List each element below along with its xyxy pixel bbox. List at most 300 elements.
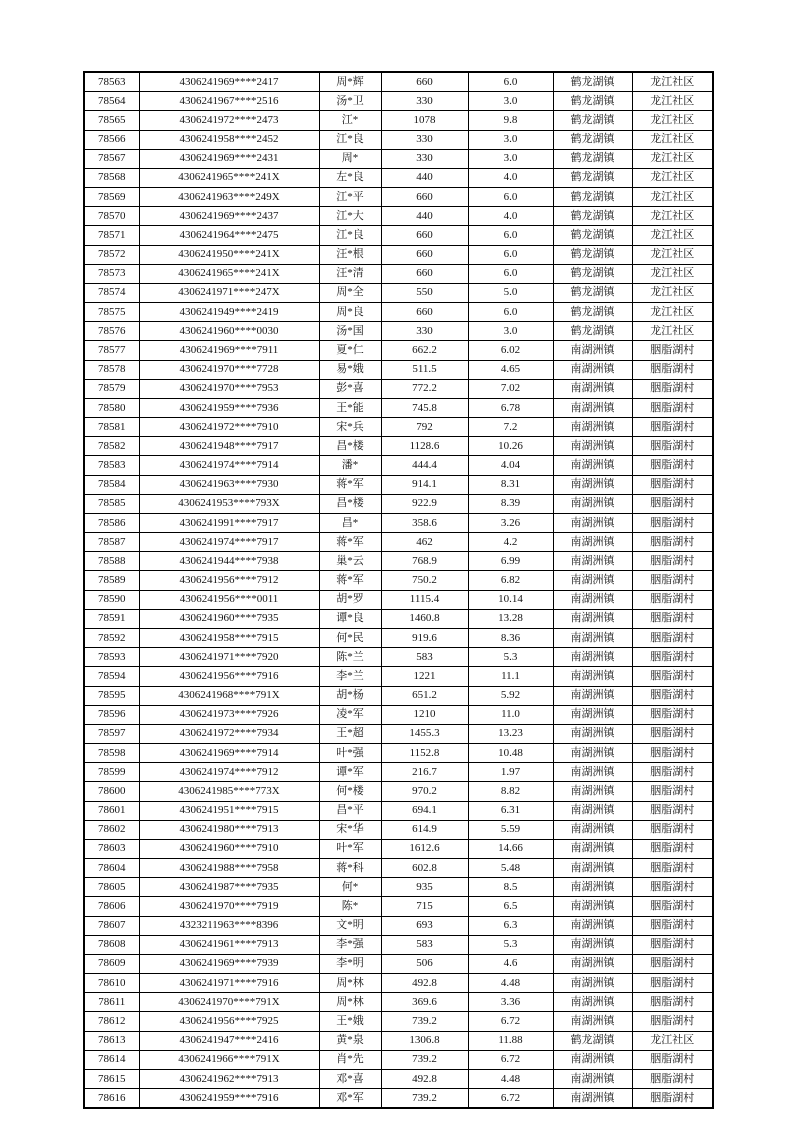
table-row: [84, 571, 713, 590]
cell-serial: 78563: [84, 72, 139, 92]
cell-area_mu: 7.2: [468, 418, 553, 437]
cell-village: 龙江社区: [632, 168, 713, 187]
cell-village: 胭脂湖村: [632, 533, 713, 552]
cell-town: 南湖洲镇: [553, 1050, 632, 1069]
cell-village: 胭脂湖村: [632, 897, 713, 916]
table-row: [84, 72, 713, 92]
table-row: [84, 226, 713, 245]
cell-area_mu: 4.0: [468, 168, 553, 187]
cell-amount: 660: [381, 245, 468, 264]
cell-town: 南湖洲镇: [553, 1012, 632, 1031]
cell-village: 胭脂湖村: [632, 418, 713, 437]
cell-serial: 78581: [84, 418, 139, 437]
cell-village: 胭脂湖村: [632, 609, 713, 628]
cell-town: 鹤龙湖镇: [553, 72, 632, 92]
cell-village: 胭脂湖村: [632, 628, 713, 647]
cell-name: 江*良: [319, 226, 381, 245]
cell-village: 胭脂湖村: [632, 686, 713, 705]
cell-id_number: 4306241972****7910: [139, 418, 319, 437]
table-row: [84, 264, 713, 283]
cell-area_mu: 3.0: [468, 92, 553, 111]
cell-serial: 78565: [84, 111, 139, 130]
cell-serial: 78602: [84, 820, 139, 839]
cell-village: 胭脂湖村: [632, 1069, 713, 1088]
cell-serial: 78580: [84, 398, 139, 417]
cell-serial: 78616: [84, 1089, 139, 1109]
cell-amount: 358.6: [381, 513, 468, 532]
cell-town: 南湖洲镇: [553, 379, 632, 398]
cell-serial: 78575: [84, 303, 139, 322]
cell-town: 南湖洲镇: [553, 1069, 632, 1088]
cell-amount: 660: [381, 264, 468, 283]
cell-serial: 78612: [84, 1012, 139, 1031]
cell-amount: 1078: [381, 111, 468, 130]
cell-id_number: 4306241969****2431: [139, 149, 319, 168]
table-row: [84, 954, 713, 973]
cell-village: 胭脂湖村: [632, 993, 713, 1012]
cell-amount: 1152.8: [381, 744, 468, 763]
cell-serial: 78567: [84, 149, 139, 168]
cell-area_mu: 3.0: [468, 130, 553, 149]
cell-serial: 78585: [84, 494, 139, 513]
cell-amount: 739.2: [381, 1089, 468, 1109]
cell-area_mu: 5.0: [468, 283, 553, 302]
cell-name: 昌*楼: [319, 437, 381, 456]
cell-amount: 1455.3: [381, 724, 468, 743]
table-row: [84, 609, 713, 628]
cell-village: 龙江社区: [632, 149, 713, 168]
table-row: [84, 130, 713, 149]
cell-town: 南湖洲镇: [553, 993, 632, 1012]
cell-town: 鹤龙湖镇: [553, 111, 632, 130]
cell-id_number: 4306241971****7920: [139, 648, 319, 667]
cell-serial: 78572: [84, 245, 139, 264]
cell-town: 鹤龙湖镇: [553, 226, 632, 245]
cell-town: 南湖洲镇: [553, 628, 632, 647]
table-row: [84, 303, 713, 322]
cell-village: 龙江社区: [632, 264, 713, 283]
cell-village: 龙江社区: [632, 207, 713, 226]
cell-area_mu: 6.72: [468, 1050, 553, 1069]
table-row: [84, 149, 713, 168]
cell-serial: 78582: [84, 437, 139, 456]
cell-area_mu: 4.0: [468, 207, 553, 226]
cell-name: 周*林: [319, 993, 381, 1012]
cell-id_number: 4306241956****0011: [139, 590, 319, 609]
cell-id_number: 4306241949****2419: [139, 303, 319, 322]
cell-name: 潘*: [319, 456, 381, 475]
cell-serial: 78613: [84, 1031, 139, 1050]
cell-village: 胭脂湖村: [632, 379, 713, 398]
cell-village: 胭脂湖村: [632, 935, 713, 954]
cell-name: 周*: [319, 149, 381, 168]
cell-town: 南湖洲镇: [553, 648, 632, 667]
cell-name: 汤*卫: [319, 92, 381, 111]
cell-area_mu: 4.48: [468, 974, 553, 993]
table-row: [84, 92, 713, 111]
cell-name: 何*楼: [319, 782, 381, 801]
table-row: [84, 245, 713, 264]
cell-town: 鹤龙湖镇: [553, 1031, 632, 1050]
cell-town: 鹤龙湖镇: [553, 283, 632, 302]
cell-serial: 78598: [84, 744, 139, 763]
cell-amount: 614.9: [381, 820, 468, 839]
cell-serial: 78579: [84, 379, 139, 398]
cell-town: 南湖洲镇: [553, 456, 632, 475]
cell-town: 南湖洲镇: [553, 571, 632, 590]
table-row: [84, 168, 713, 187]
cell-area_mu: 6.3: [468, 916, 553, 935]
cell-amount: 694.1: [381, 801, 468, 820]
cell-id_number: 4306241966****791X: [139, 1050, 319, 1069]
cell-village: 胭脂湖村: [632, 839, 713, 858]
table-row: [84, 705, 713, 724]
cell-town: 南湖洲镇: [553, 1089, 632, 1109]
cell-amount: 444.4: [381, 456, 468, 475]
cell-village: 胭脂湖村: [632, 782, 713, 801]
cell-amount: 693: [381, 916, 468, 935]
cell-town: 南湖洲镇: [553, 667, 632, 686]
cell-amount: 1210: [381, 705, 468, 724]
table-row: [84, 322, 713, 341]
cell-amount: 772.2: [381, 379, 468, 398]
cell-village: 龙江社区: [632, 283, 713, 302]
table-row: [84, 341, 713, 360]
cell-village: 胭脂湖村: [632, 1089, 713, 1109]
cell-id_number: 4306241962****7913: [139, 1069, 319, 1088]
cell-village: 胭脂湖村: [632, 974, 713, 993]
cell-town: 南湖洲镇: [553, 744, 632, 763]
cell-serial: 78586: [84, 513, 139, 532]
cell-amount: 662.2: [381, 341, 468, 360]
cell-area_mu: 8.31: [468, 475, 553, 494]
cell-village: 龙江社区: [632, 111, 713, 130]
cell-village: 胭脂湖村: [632, 820, 713, 839]
cell-id_number: 4306241987****7935: [139, 878, 319, 897]
cell-town: 南湖洲镇: [553, 935, 632, 954]
cell-village: 龙江社区: [632, 72, 713, 92]
cell-village: 龙江社区: [632, 1031, 713, 1050]
cell-name: 陈*兰: [319, 648, 381, 667]
cell-amount: 511.5: [381, 360, 468, 379]
cell-serial: 78594: [84, 667, 139, 686]
cell-amount: 970.2: [381, 782, 468, 801]
cell-amount: 440: [381, 168, 468, 187]
cell-serial: 78609: [84, 954, 139, 973]
cell-amount: 506: [381, 954, 468, 973]
cell-name: 周*全: [319, 283, 381, 302]
cell-name: 李*兰: [319, 667, 381, 686]
cell-amount: 492.8: [381, 974, 468, 993]
table-row: [84, 398, 713, 417]
cell-town: 南湖洲镇: [553, 801, 632, 820]
cell-id_number: 4306241988****7958: [139, 859, 319, 878]
cell-id_number: 4306241985****773X: [139, 782, 319, 801]
cell-name: 王*娥: [319, 1012, 381, 1031]
cell-name: 汪*清: [319, 264, 381, 283]
cell-id_number: 4306241970****7728: [139, 360, 319, 379]
cell-amount: 330: [381, 322, 468, 341]
cell-town: 南湖洲镇: [553, 954, 632, 973]
cell-name: 谭*军: [319, 763, 381, 782]
cell-amount: 216.7: [381, 763, 468, 782]
cell-name: 易*娥: [319, 360, 381, 379]
cell-village: 胭脂湖村: [632, 859, 713, 878]
cell-id_number: 4306241948****7917: [139, 437, 319, 456]
cell-amount: 660: [381, 72, 468, 92]
cell-area_mu: 11.0: [468, 705, 553, 724]
cell-name: 江*良: [319, 130, 381, 149]
cell-name: 周*良: [319, 303, 381, 322]
table-row: [84, 744, 713, 763]
cell-area_mu: 5.59: [468, 820, 553, 839]
cell-town: 南湖洲镇: [553, 878, 632, 897]
cell-town: 南湖洲镇: [553, 513, 632, 532]
cell-area_mu: 9.8: [468, 111, 553, 130]
cell-id_number: 4306241956****7925: [139, 1012, 319, 1031]
cell-village: 胭脂湖村: [632, 1012, 713, 1031]
cell-town: 南湖洲镇: [553, 609, 632, 628]
cell-id_number: 4306241967****2516: [139, 92, 319, 111]
table-row: [84, 859, 713, 878]
cell-town: 南湖洲镇: [553, 590, 632, 609]
table-row: [84, 839, 713, 858]
cell-amount: 768.9: [381, 552, 468, 571]
cell-village: 胭脂湖村: [632, 954, 713, 973]
cell-serial: 78597: [84, 724, 139, 743]
table-row: [84, 1069, 713, 1088]
cell-town: 南湖洲镇: [553, 897, 632, 916]
cell-id_number: 4306241947****2416: [139, 1031, 319, 1050]
cell-id_number: 4323211963****8396: [139, 916, 319, 935]
cell-amount: 1128.6: [381, 437, 468, 456]
cell-id_number: 4306241980****7913: [139, 820, 319, 839]
cell-village: 胭脂湖村: [632, 552, 713, 571]
cell-id_number: 4306241963****249X: [139, 188, 319, 207]
cell-id_number: 4306241963****7930: [139, 475, 319, 494]
table-row: [84, 916, 713, 935]
cell-area_mu: 3.26: [468, 513, 553, 532]
cell-id_number: 4306241969****2417: [139, 72, 319, 92]
cell-town: 南湖洲镇: [553, 859, 632, 878]
cell-area_mu: 6.0: [468, 226, 553, 245]
cell-serial: 78566: [84, 130, 139, 149]
table-row: [84, 763, 713, 782]
cell-serial: 78603: [84, 839, 139, 858]
cell-village: 胭脂湖村: [632, 590, 713, 609]
cell-id_number: 4306241971****7916: [139, 974, 319, 993]
cell-village: 胭脂湖村: [632, 801, 713, 820]
cell-village: 龙江社区: [632, 130, 713, 149]
cell-town: 南湖洲镇: [553, 475, 632, 494]
cell-serial: 78604: [84, 859, 139, 878]
cell-village: 胭脂湖村: [632, 705, 713, 724]
cell-town: 鹤龙湖镇: [553, 322, 632, 341]
cell-id_number: 4306241973****7926: [139, 705, 319, 724]
table-row: [84, 974, 713, 993]
cell-area_mu: 13.28: [468, 609, 553, 628]
cell-area_mu: 4.2: [468, 533, 553, 552]
cell-serial: 78615: [84, 1069, 139, 1088]
cell-id_number: 4306241970****7953: [139, 379, 319, 398]
cell-serial: 78607: [84, 916, 139, 935]
cell-serial: 78611: [84, 993, 139, 1012]
cell-amount: 660: [381, 226, 468, 245]
cell-amount: 1221: [381, 667, 468, 686]
cell-area_mu: 6.99: [468, 552, 553, 571]
cell-name: 昌*: [319, 513, 381, 532]
cell-name: 李*明: [319, 954, 381, 973]
table-row: [84, 897, 713, 916]
cell-amount: 330: [381, 92, 468, 111]
cell-area_mu: 6.5: [468, 897, 553, 916]
cell-amount: 602.8: [381, 859, 468, 878]
table-row: [84, 648, 713, 667]
table-row: [84, 1050, 713, 1069]
cell-amount: 369.6: [381, 993, 468, 1012]
cell-id_number: 4306241969****7914: [139, 744, 319, 763]
cell-name: 蒋*军: [319, 475, 381, 494]
cell-name: 江*: [319, 111, 381, 130]
cell-town: 鹤龙湖镇: [553, 92, 632, 111]
cell-area_mu: 3.0: [468, 322, 553, 341]
cell-id_number: 4306241960****0030: [139, 322, 319, 341]
cell-village: 胭脂湖村: [632, 475, 713, 494]
cell-area_mu: 5.3: [468, 935, 553, 954]
cell-area_mu: 10.26: [468, 437, 553, 456]
cell-name: 周*林: [319, 974, 381, 993]
cell-town: 南湖洲镇: [553, 820, 632, 839]
cell-village: 龙江社区: [632, 322, 713, 341]
cell-name: 何*: [319, 878, 381, 897]
cell-serial: 78605: [84, 878, 139, 897]
cell-serial: 78614: [84, 1050, 139, 1069]
cell-id_number: 4306241974****7917: [139, 533, 319, 552]
table-row: [84, 782, 713, 801]
table-row: [84, 801, 713, 820]
cell-serial: 78600: [84, 782, 139, 801]
cell-name: 左*良: [319, 168, 381, 187]
cell-area_mu: 11.88: [468, 1031, 553, 1050]
cell-name: 江*大: [319, 207, 381, 226]
cell-name: 黄*泉: [319, 1031, 381, 1050]
cell-name: 李*强: [319, 935, 381, 954]
table-row: [84, 360, 713, 379]
table-row: [84, 1012, 713, 1031]
cell-amount: 1612.6: [381, 839, 468, 858]
cell-area_mu: 11.1: [468, 667, 553, 686]
cell-id_number: 4306241958****7915: [139, 628, 319, 647]
cell-village: 胭脂湖村: [632, 398, 713, 417]
cell-id_number: 4306241974****7914: [139, 456, 319, 475]
cell-serial: 78589: [84, 571, 139, 590]
cell-name: 谭*良: [319, 609, 381, 628]
cell-name: 何*民: [319, 628, 381, 647]
table-row: [84, 686, 713, 705]
table-row: [84, 935, 713, 954]
cell-id_number: 4306241970****791X: [139, 993, 319, 1012]
cell-name: 周*辉: [319, 72, 381, 92]
cell-id_number: 4306241961****7913: [139, 935, 319, 954]
cell-area_mu: 6.0: [468, 188, 553, 207]
cell-id_number: 4306241960****7910: [139, 839, 319, 858]
cell-village: 胭脂湖村: [632, 724, 713, 743]
cell-id_number: 4306241958****2452: [139, 130, 319, 149]
cell-amount: 715: [381, 897, 468, 916]
cell-id_number: 4306241972****7934: [139, 724, 319, 743]
cell-area_mu: 3.0: [468, 149, 553, 168]
cell-area_mu: 6.78: [468, 398, 553, 417]
cell-name: 文*明: [319, 916, 381, 935]
cell-serial: 78568: [84, 168, 139, 187]
cell-amount: 922.9: [381, 494, 468, 513]
cell-village: 胭脂湖村: [632, 667, 713, 686]
cell-town: 鹤龙湖镇: [553, 130, 632, 149]
table-row: [84, 513, 713, 532]
cell-town: 鹤龙湖镇: [553, 207, 632, 226]
cell-serial: 78590: [84, 590, 139, 609]
cell-id_number: 4306241960****7935: [139, 609, 319, 628]
table-row: [84, 494, 713, 513]
table-row: [84, 667, 713, 686]
cell-id_number: 4306241969****7939: [139, 954, 319, 973]
cell-town: 南湖洲镇: [553, 974, 632, 993]
cell-serial: 78584: [84, 475, 139, 494]
cell-id_number: 4306241971****247X: [139, 283, 319, 302]
cell-village: 胭脂湖村: [632, 648, 713, 667]
cell-serial: 78570: [84, 207, 139, 226]
cell-serial: 78593: [84, 648, 139, 667]
cell-name: 王*能: [319, 398, 381, 417]
cell-name: 宋*兵: [319, 418, 381, 437]
cell-village: 胭脂湖村: [632, 1050, 713, 1069]
table-row: [84, 552, 713, 571]
cell-name: 昌*楼: [319, 494, 381, 513]
cell-amount: 935: [381, 878, 468, 897]
cell-village: 胭脂湖村: [632, 916, 713, 935]
cell-serial: 78569: [84, 188, 139, 207]
cell-village: 胭脂湖村: [632, 763, 713, 782]
cell-name: 邓*喜: [319, 1069, 381, 1088]
cell-serial: 78608: [84, 935, 139, 954]
cell-name: 彭*喜: [319, 379, 381, 398]
cell-name: 肖*先: [319, 1050, 381, 1069]
cell-serial: 78576: [84, 322, 139, 341]
table-row: [84, 379, 713, 398]
cell-amount: 914.1: [381, 475, 468, 494]
cell-serial: 78587: [84, 533, 139, 552]
cell-serial: 78564: [84, 92, 139, 111]
cell-name: 王*超: [319, 724, 381, 743]
cell-serial: 78596: [84, 705, 139, 724]
cell-amount: 745.8: [381, 398, 468, 417]
records-table: [83, 71, 714, 1109]
cell-name: 夏*仁: [319, 341, 381, 360]
cell-amount: 330: [381, 130, 468, 149]
cell-serial: 78591: [84, 609, 139, 628]
cell-id_number: 4306241956****7916: [139, 667, 319, 686]
cell-area_mu: 3.36: [468, 993, 553, 1012]
cell-name: 汪*根: [319, 245, 381, 264]
cell-town: 鹤龙湖镇: [553, 149, 632, 168]
cell-area_mu: 4.6: [468, 954, 553, 973]
table-row: [84, 1031, 713, 1050]
cell-serial: 78592: [84, 628, 139, 647]
cell-name: 叶*强: [319, 744, 381, 763]
cell-area_mu: 7.02: [468, 379, 553, 398]
cell-village: 胭脂湖村: [632, 341, 713, 360]
cell-village: 龙江社区: [632, 245, 713, 264]
